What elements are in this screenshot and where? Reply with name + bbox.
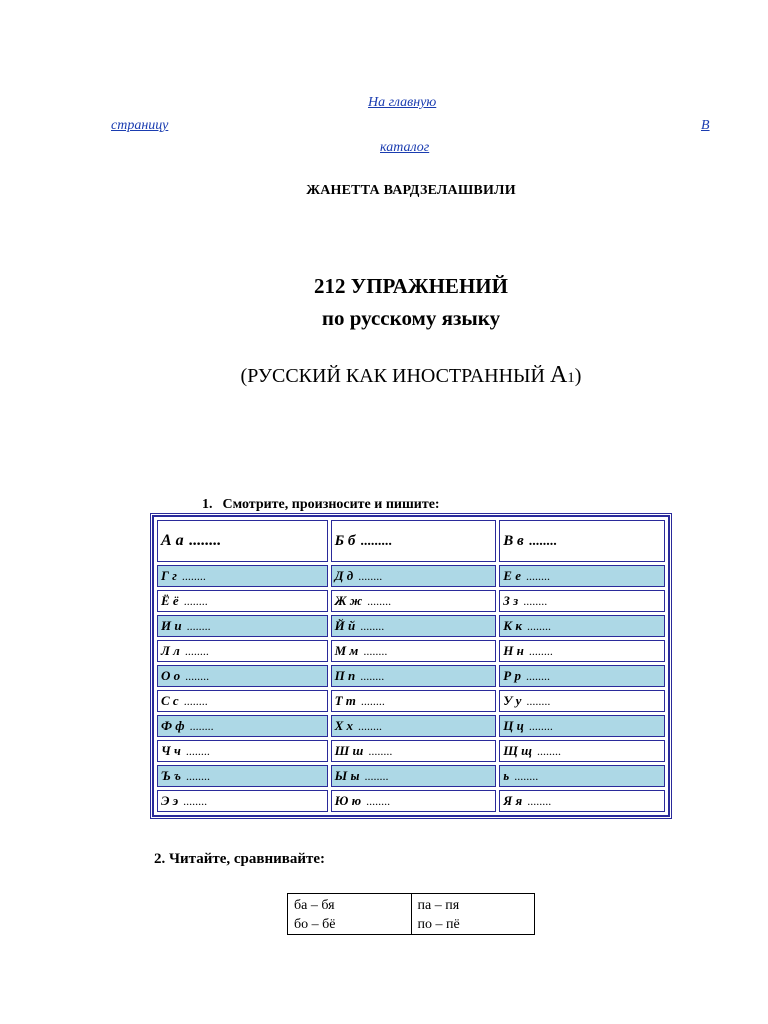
letter-pair: Х х [334, 718, 354, 733]
letter-pair: Ы ы [334, 768, 360, 783]
syllable-pair: бо – бё [288, 915, 412, 935]
alphabet-cell [157, 590, 328, 612]
syllables-row [288, 915, 535, 935]
alphabet-cell [331, 715, 497, 737]
alphabet-cell [499, 740, 665, 762]
writing-dots: ........ [183, 694, 208, 708]
alphabet-cell [157, 565, 328, 587]
alphabet-cell [331, 690, 497, 712]
alphabet-cell [157, 790, 328, 812]
writing-dots: ........ [185, 769, 210, 783]
writing-dots: ........ [360, 694, 385, 708]
writing-dots: ........ [185, 669, 210, 683]
subtitle-open-paren: ( [240, 365, 248, 387]
letter-pair: Я я [503, 793, 523, 808]
exercise1-number: 1. [202, 497, 213, 512]
writing-dots: ........ [184, 644, 209, 658]
letter-pair: Й й [334, 618, 356, 633]
writing-dots: ........ [181, 569, 206, 583]
alphabet-cell [157, 640, 328, 662]
letter-pair: Д д [334, 568, 354, 583]
alphabet-cell [331, 590, 497, 612]
writing-dots: ........ [368, 744, 393, 758]
alphabet-row [157, 765, 665, 787]
letter-pair: Н н [503, 643, 524, 658]
writing-dots: ........ [523, 594, 548, 608]
alphabet-row [157, 690, 665, 712]
syllable-pair: па – пя [411, 894, 535, 916]
subtitle-level-number: 1 [567, 370, 575, 386]
alphabet-cell [499, 765, 665, 787]
writing-dots: ........ [358, 569, 383, 583]
catalog-link-part1[interactable]: В [701, 118, 710, 133]
alphabet-row [157, 790, 665, 812]
writing-dots: ........ [526, 619, 551, 633]
letter-pair: Е е [503, 568, 521, 583]
alphabet-row [157, 520, 665, 562]
alphabet-cell [499, 520, 665, 562]
alphabet-cell [331, 520, 497, 562]
letter-pair: К к [503, 618, 522, 633]
writing-dots: ........ [183, 794, 208, 808]
letter-pair: И и [161, 618, 182, 633]
writing-dots: ........ [527, 794, 552, 808]
alphabet-cell [157, 520, 328, 562]
letter-pair: Ж ж [334, 593, 363, 608]
alphabet-cell [331, 790, 497, 812]
alphabet-cell [499, 590, 665, 612]
book-title-line1: 212 УПРАЖНЕНИЙ [314, 274, 508, 298]
alphabet-cell [157, 690, 328, 712]
alphabet-cell [157, 665, 328, 687]
home-link-part2[interactable]: страницу [111, 118, 169, 133]
alphabet-row [157, 665, 665, 687]
writing-dots: ........ [528, 533, 557, 549]
writing-dots: ........ [358, 719, 383, 733]
letter-pair: Б б [334, 532, 356, 549]
writing-dots: ........ [189, 719, 214, 733]
alphabet-row [157, 640, 665, 662]
alphabet-cell [331, 765, 497, 787]
alphabet-cell [331, 665, 497, 687]
letter-pair: Ъ ъ [161, 768, 181, 783]
alphabet-cell [331, 740, 497, 762]
alphabet-cell [157, 765, 328, 787]
home-link-part1[interactable]: На главную [368, 95, 437, 110]
letter-pair: Щ щ [503, 743, 533, 758]
syllable-pair: по – пё [411, 915, 535, 935]
letter-pair: У у [503, 693, 522, 708]
letter-pair: Ц ц [503, 718, 524, 733]
writing-dots: ........ [366, 794, 391, 808]
letter-pair: Ю ю [334, 793, 362, 808]
writing-dots: ........ [526, 669, 550, 683]
writing-dots: ......... [360, 533, 392, 549]
book-subtitle [0, 362, 768, 389]
writing-dots: ........ [185, 744, 210, 758]
alphabet-cell [157, 715, 328, 737]
writing-dots: ........ [188, 532, 221, 549]
writing-dots: ........ [528, 719, 553, 733]
writing-dots: ........ [526, 694, 551, 708]
alphabet-cell [331, 565, 497, 587]
alphabet-table [152, 515, 670, 817]
alphabet-cell [499, 565, 665, 587]
letter-pair: В в [503, 532, 524, 549]
letter-pair: Р р [503, 668, 521, 683]
writing-dots: ........ [537, 744, 562, 758]
alphabet-cell [499, 615, 665, 637]
syllables-row [288, 894, 535, 916]
alphabet-cell [157, 740, 328, 762]
letter-pair: З з [503, 593, 519, 608]
letter-pair: С с [161, 693, 179, 708]
alphabet-row [157, 565, 665, 587]
letter-pair: М м [334, 643, 359, 658]
letter-pair: П п [334, 668, 356, 683]
alphabet-cell [331, 615, 497, 637]
exercise2-heading: 2. Читайте, сравнивайте: [154, 851, 326, 867]
letter-pair: Г г [161, 568, 177, 583]
catalog-link-part2[interactable]: каталог [380, 140, 430, 155]
alphabet-cell [499, 665, 665, 687]
alphabet-cell [499, 790, 665, 812]
letter-pair: ь [503, 768, 510, 783]
alphabet-cell [331, 640, 497, 662]
letter-pair: Л л [161, 643, 180, 658]
alphabet-row [157, 740, 665, 762]
writing-dots: ........ [526, 569, 550, 583]
alphabet-cell [499, 690, 665, 712]
letter-pair: О о [161, 668, 181, 683]
author-name: ЖАНЕТТА ВАРДЗЕЛАШВИЛИ [306, 183, 516, 198]
alphabet-cell [157, 615, 328, 637]
alphabet-row [157, 715, 665, 737]
writing-dots: ........ [364, 769, 389, 783]
letter-pair: Ф ф [161, 718, 185, 733]
subtitle-close-paren: ) [574, 365, 582, 387]
letter-pair: Ч ч [161, 743, 181, 758]
alphabet-row [157, 615, 665, 637]
book-title-line2: по русскому языку [321, 306, 501, 330]
writing-dots: ........ [186, 619, 211, 633]
writing-dots: ........ [363, 644, 388, 658]
subtitle-level: А [549, 362, 568, 388]
writing-dots: ........ [360, 619, 385, 633]
exercise1-heading [202, 497, 440, 513]
writing-dots: ........ [528, 644, 553, 658]
writing-dots: ........ [514, 769, 539, 783]
letter-pair: Ш ш [334, 743, 364, 758]
writing-dots: ........ [360, 669, 385, 683]
subtitle-text: РУССКИЙ КАК ИНОСТРАННЫЙ [247, 365, 550, 387]
letter-pair: Ё ё [161, 593, 179, 608]
alphabet-cell [499, 715, 665, 737]
writing-dots: ........ [183, 594, 208, 608]
letter-pair: А а [161, 532, 184, 549]
syllables-table [287, 893, 535, 935]
exercise1-heading-text: Смотрите, произносите и пишите: [222, 497, 440, 512]
syllable-pair: ба – бя [288, 894, 412, 916]
alphabet-row [157, 590, 665, 612]
letter-pair: Т т [334, 693, 356, 708]
letter-pair: Э э [161, 793, 179, 808]
writing-dots: ........ [367, 594, 392, 608]
alphabet-cell [499, 640, 665, 662]
